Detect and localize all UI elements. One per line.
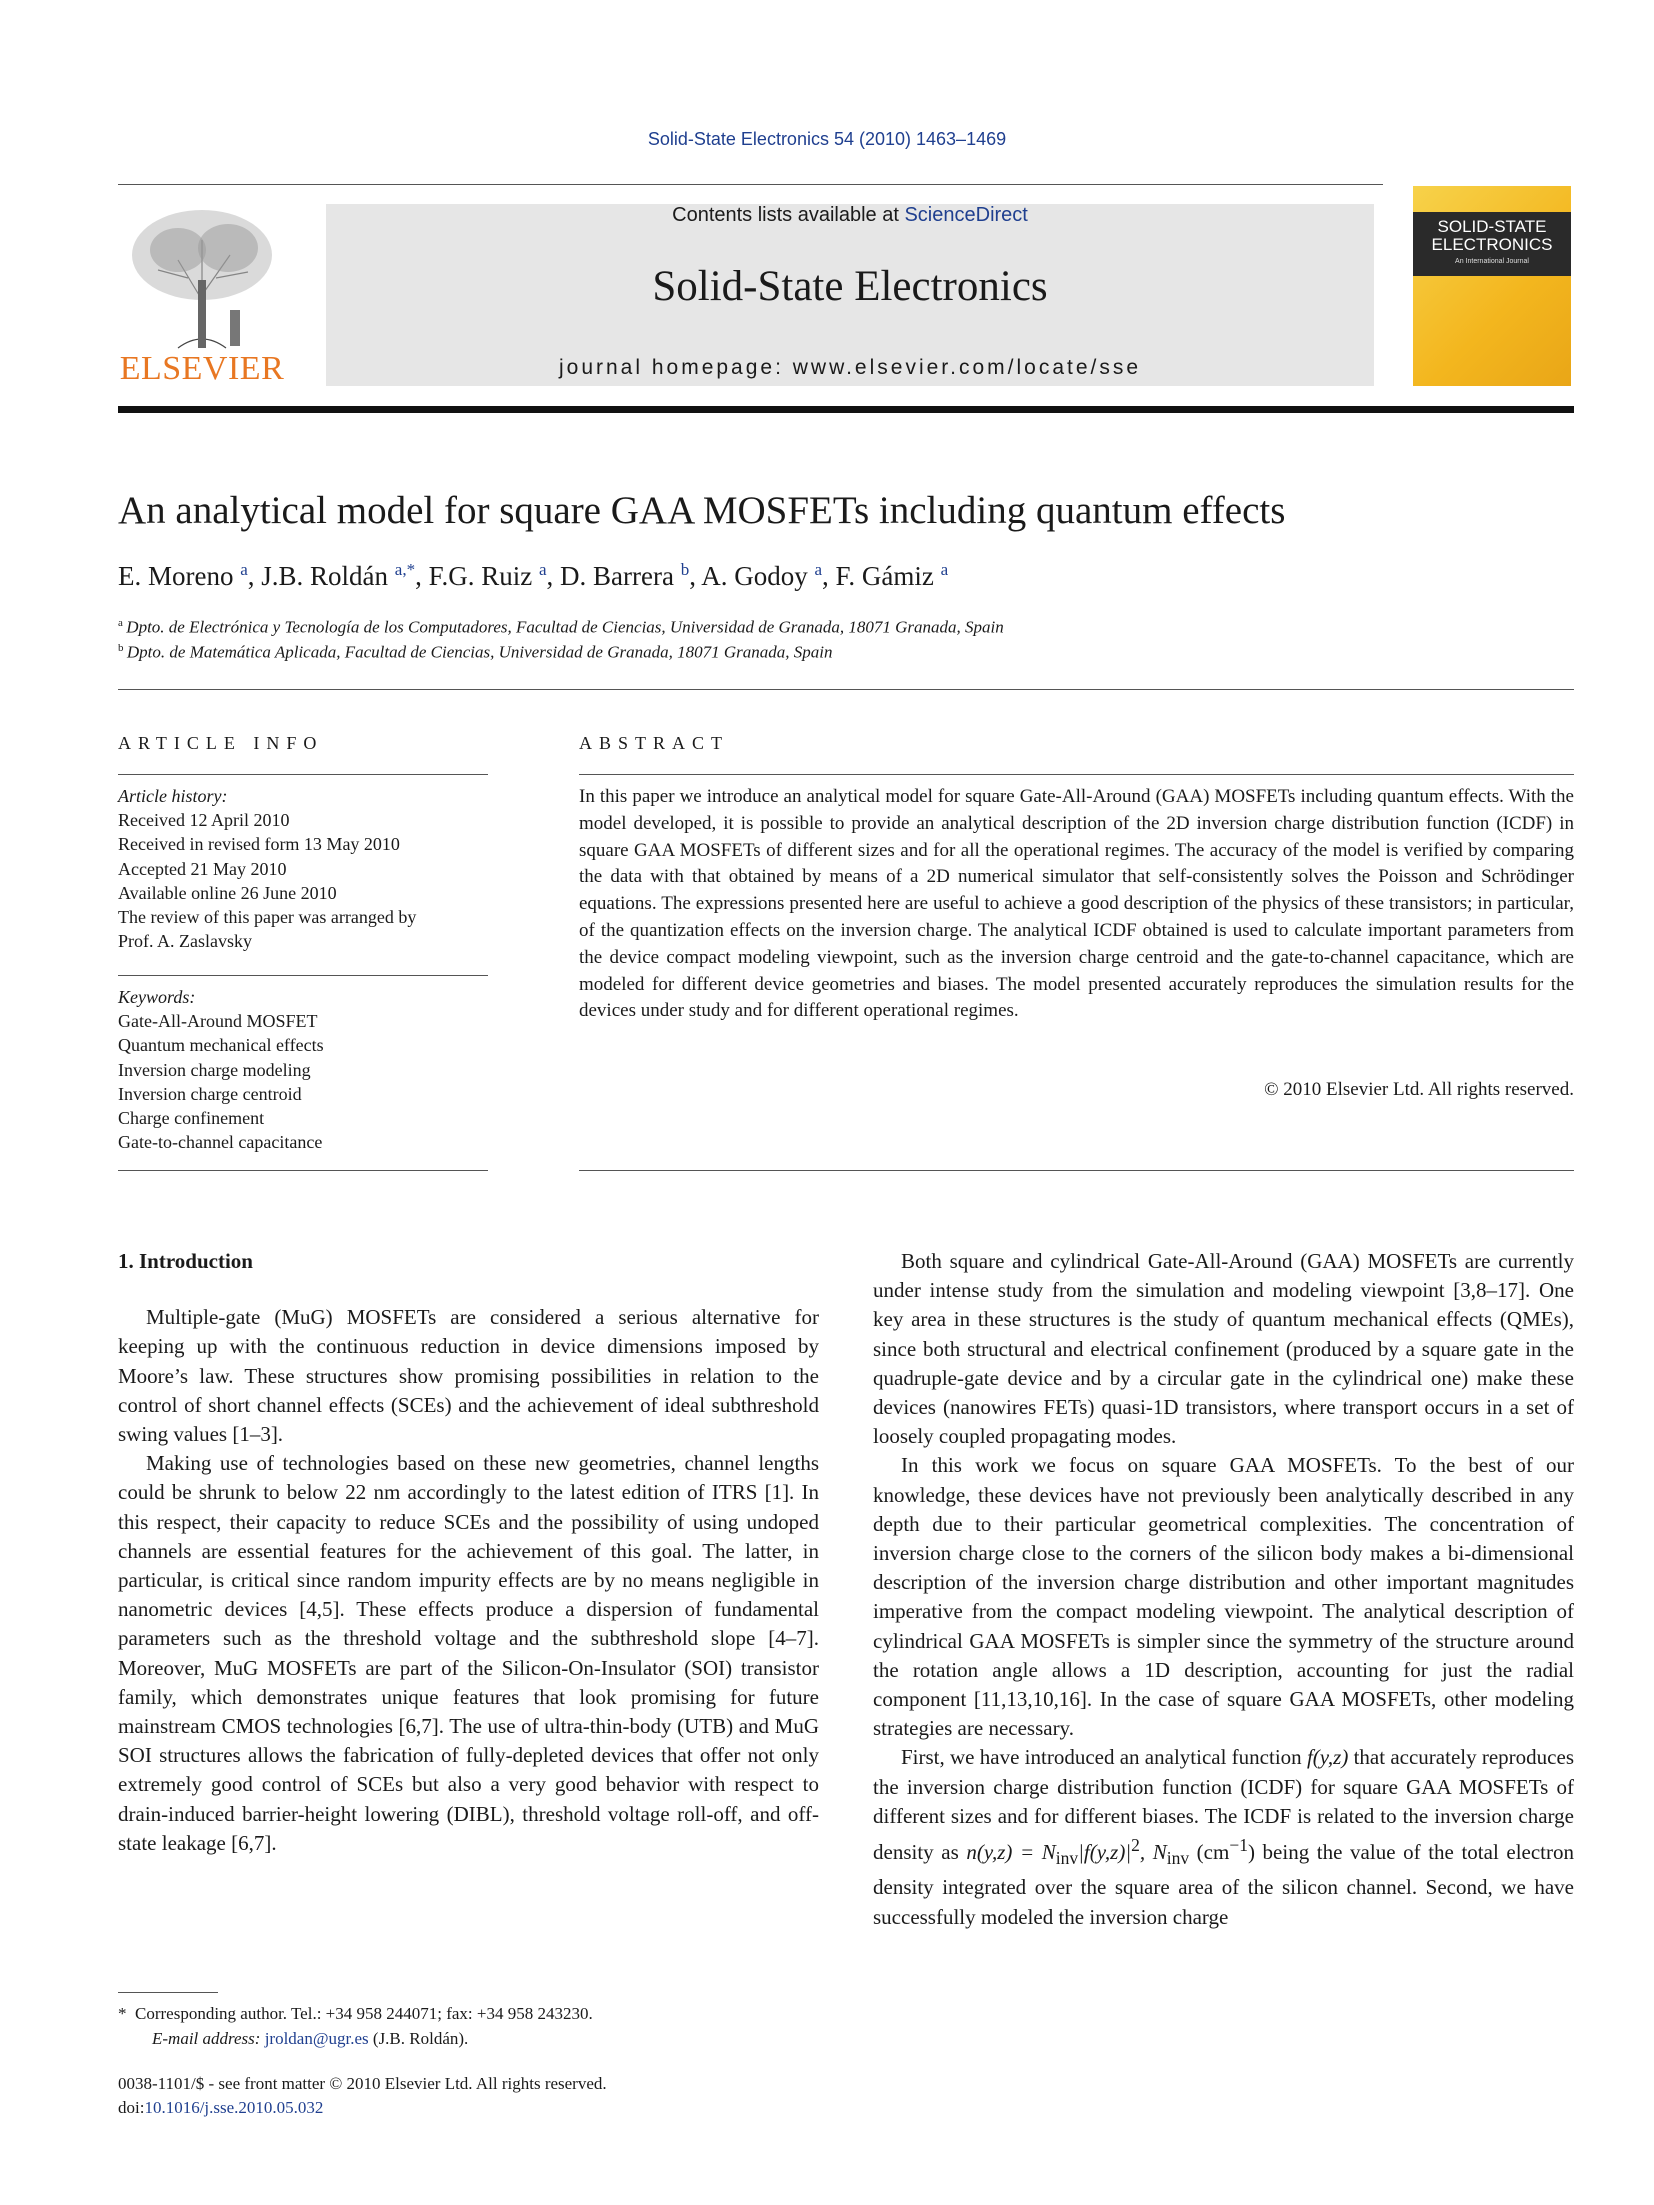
- math-subscript: inv: [1055, 1848, 1079, 1869]
- keyword: Inversion charge modeling: [118, 1059, 311, 1080]
- keyword: Gate-to-channel capacitance: [118, 1132, 323, 1153]
- cover-subtitle: An International Journal: [1455, 258, 1529, 265]
- history-item: Accepted 21 May 2010: [118, 858, 287, 879]
- text-run: that accurately reproduces the inversion charge distribution function (ICDF) for square GAA MOSFETs of different sizes and for different biases. The ICDF is related to the inversion charge density as: [873, 1745, 1574, 1865]
- article-info-bottom-rule: [118, 1170, 488, 1171]
- journal-citation[interactable]: Solid-State Electronics 54 (2010) 1463–1469: [647, 129, 1007, 149]
- article-history: [118, 784, 488, 953]
- math-unit: (cm: [1189, 1840, 1230, 1865]
- issn-line: 0038-1101/$ - see front matter © 2010 Elsevier Ltd. All rights reserved.: [118, 2074, 607, 2093]
- history-item: Received 12 April 2010: [118, 810, 290, 831]
- cover-title: SOLID-STATE ELECTRONICS: [1431, 217, 1553, 254]
- doi-link[interactable]: 10.1016/j.sse.2010.05.032: [144, 2098, 324, 2117]
- history-item: Prof. A. Zaslavsky: [118, 931, 252, 952]
- keyword: Inversion charge centroid: [118, 1083, 302, 1104]
- author-affil-link[interactable]: a: [538, 560, 547, 579]
- corresponding-author-footnote: [118, 2001, 818, 2051]
- abstract-heading: ABSTRACT: [579, 733, 730, 753]
- author: E. Moreno: [118, 561, 234, 591]
- math-equation: n(y,z) = N: [966, 1840, 1056, 1865]
- email-suffix: (J.B. Roldán).: [368, 2029, 469, 2048]
- article-title: An analytical model for square GAA MOSFETs including quantum effects: [118, 489, 1286, 532]
- keywords-rule: [118, 975, 488, 976]
- affiliation-marker: b: [118, 642, 124, 654]
- keyword: Gate-All-Around MOSFET: [118, 1011, 318, 1032]
- abstract-text: In this paper we introduce an analytical model for square Gate-All-Around (GAA) MOSFETs including quantum effects. With the model developed, it is possible to provide an analytical description of the 2D inversion charge distribution function (ICDF) in square GAA MOSFETs of different sizes and for all the operational regimes. The accuracy of the model is verified by comparing the data with that obtained by means of a 2D numerical simulator that self-consistently solves the Poisson and Schrödinger equations. The expressions presented here are useful to achieve a good description of the physics of these transistors; in particular, of the quantization effects on the inversion charge. The analytical ICDF obtained is used to calculate important parameters from the device compact modeling viewpoint, such as the inversion charge centroid and the gate-to-channel capacitance, which are modeled for different device geometries and biases. The model presented accurately reproduces the simulation results for the devices under study and for different operational regimes.: [579, 786, 1574, 1022]
- abstract-rule: [579, 774, 1574, 775]
- history-label: Article history:: [118, 786, 228, 806]
- affiliation-marker: a: [118, 617, 123, 629]
- author: F. Gámiz: [835, 561, 934, 591]
- math-function: f(y,z): [1306, 1745, 1349, 1770]
- affiliation: [118, 642, 1578, 663]
- email-link[interactable]: jroldan@ugr.es: [264, 2029, 369, 2048]
- body-paragraph: In this work we focus on square GAA MOSFETs. To the best of our knowledge, these devices have not previously been analytically described in any depth due to their particular geometrical complexities. The concentration of inversion charge close to the corners of the silicon body makes a bi-dimensional description of the inversion charge distribution and other important magnitudes imperative from the compact modeling viewpoint. The analytical description of cylindrical GAA MOSFETs is simpler since the symmetry of the structure around the rotation angle allows a 1D description, accounting for just the radial component [11,13,10,16]. In the case of square GAA MOSFETs, other modeling strategies are necessary.: [873, 1453, 1574, 1741]
- history-item: Received in revised form 13 May 2010: [118, 834, 400, 855]
- author-affil-link[interactable]: a: [814, 560, 822, 579]
- contents-line: [326, 204, 1374, 227]
- text-run: ) being the value of the total electron density integrated over the square area of the silicon channel. Second, we have successfully modeled the inversion charge: [873, 1840, 1574, 1929]
- history-item: Available online 26 June 2010: [118, 882, 337, 903]
- affiliation-text: Dpto. de Electrónica y Tecnología de los Computadores, Facultad de Ciencias, Universidad de Granada, 18071 Granada, Spain: [126, 617, 1004, 637]
- math-equation: |f(y,z)|: [1078, 1840, 1132, 1865]
- footnote-rule: [118, 1992, 218, 1993]
- corresponding-contact: Corresponding author. Tel.: +34 958 244071; fax: +34 958 243230.: [135, 2004, 593, 2023]
- article-info-rule: [118, 774, 488, 775]
- journal-title: Solid-State Electronics: [652, 263, 1048, 310]
- contents-prefix: Contents lists available at: [672, 204, 905, 226]
- front-matter: [118, 2072, 818, 2120]
- body-column-left: [118, 1247, 819, 1858]
- keywords: [118, 985, 488, 1154]
- author-affil-link[interactable]: a,*: [394, 560, 416, 579]
- title-block-rule: [118, 689, 1574, 690]
- abstract-copyright: © 2010 Elsevier Ltd. All rights reserved.: [1264, 1079, 1574, 1100]
- text-run: First, we have introduced an analytical function: [901, 1745, 1307, 1770]
- body-paragraph: [873, 1743, 1574, 1931]
- body-column-right: [873, 1247, 1574, 1932]
- author: D. Barrera: [560, 561, 674, 591]
- journal-homepage[interactable]: journal homepage: www.elsevier.com/locate/sse: [558, 356, 1142, 379]
- body-paragraph: Making use of technologies based on these new geometries, channel lengths could be shrunk to below 22 nm accordingly to the latest edition of ITRS [1]. In this respect, their capacity to reduce SCEs and the possibility of using undoped channels are essential features for the achievement of this goal. The latter, in particular, is critical since random impurity effects are by no means negligible in nanometric devices [4,5]. These effects produce a dispersion of fundamental parameters such as the threshold voltage and the subthreshold slope [4–7]. Moreover, MuG MOSFETs are part of the Silicon-On-Insulator (SOI) transistor family, which demonstrates unique features that look promising for future mainstream CMOS technologies [6,7]. The use of ultra-thin-body (UTB) and MuG SOI structures allows the fabrication of fully-depleted devices that offer not only extremely good control of SCEs but also a very good behavior with respect to drain-induced barrier-height lowering (DIBL), threshold voltage roll-off, and off-state leakage [6,7].: [118, 1451, 819, 1855]
- author: F.G. Ruiz: [428, 561, 533, 591]
- email-label: E-mail address:: [152, 2029, 265, 2048]
- math-superscript: −1: [1229, 1835, 1248, 1856]
- elsevier-wordmark: ELSEVIER: [119, 350, 285, 387]
- sciencedirect-link[interactable]: ScienceDirect: [904, 204, 1028, 226]
- keywords-label: Keywords:: [118, 987, 196, 1007]
- author-affil-link[interactable]: a: [940, 560, 949, 579]
- math-superscript: 2: [1131, 1835, 1140, 1856]
- journal-cover-image: [1413, 186, 1571, 386]
- abstract-bottom-rule: [579, 1170, 1574, 1171]
- author: J.B. Roldán: [261, 561, 389, 591]
- author-list: E. Moreno $^a$, J.B. Roldán $^{a,*}$, F.G. Ruiz $^a$, D. Barrera $^b$, A. Godoy $^a$, F. Gámiz $^a$: [118, 560, 949, 591]
- keyword: Charge confinement: [118, 1108, 265, 1129]
- history-item: The review of this paper was arranged by: [118, 907, 417, 928]
- article-info-heading: ARTICLE INFO: [118, 733, 324, 753]
- author: A. Godoy: [701, 561, 808, 591]
- author-affil-link[interactable]: b: [680, 560, 690, 579]
- body-paragraph: Multiple-gate (MuG) MOSFETs are considered a serious alternative for keeping up with the continuous reduction in device dimensions imposed by Moore’s law. These structures show promising possibilities in relation to the control of short channel effects (SCEs) and the achievement of ideal subthreshold swing values [1–3].: [118, 1305, 819, 1447]
- header-rule: [118, 184, 1383, 185]
- body-paragraph: Both square and cylindrical Gate-All-Around (GAA) MOSFETs are currently under intense study from the simulation and modeling viewpoint [3,8–17]. One key area in these structures is the study of quantum mechanical effects (QMEs), since both structural and electrical confinement (produced by a square gate in the quadruple-gate device and by a circular gate in the cylindrical one) make these devices (nanowires FETs) quasi-1D transistors, where transport occurs in a set of loosely coupled propagating modes.: [873, 1249, 1574, 1449]
- affiliation-text: Dpto. de Matemática Aplicada, Facultad de Ciencias, Universidad de Granada, 18071 Granada, Spain: [126, 642, 833, 662]
- math-subscript: inv: [1166, 1848, 1190, 1869]
- footnote-star: *: [118, 2004, 127, 2023]
- doi-label: doi:: [118, 2098, 145, 2117]
- math-symbol: , N: [1139, 1840, 1167, 1865]
- masthead-thick-rule: [118, 406, 1574, 413]
- section-heading: 1. Introduction: [118, 1249, 253, 1273]
- affiliation: [118, 617, 1578, 638]
- keyword: Quantum mechanical effects: [118, 1035, 324, 1056]
- author-affil-link[interactable]: a: [240, 560, 248, 579]
